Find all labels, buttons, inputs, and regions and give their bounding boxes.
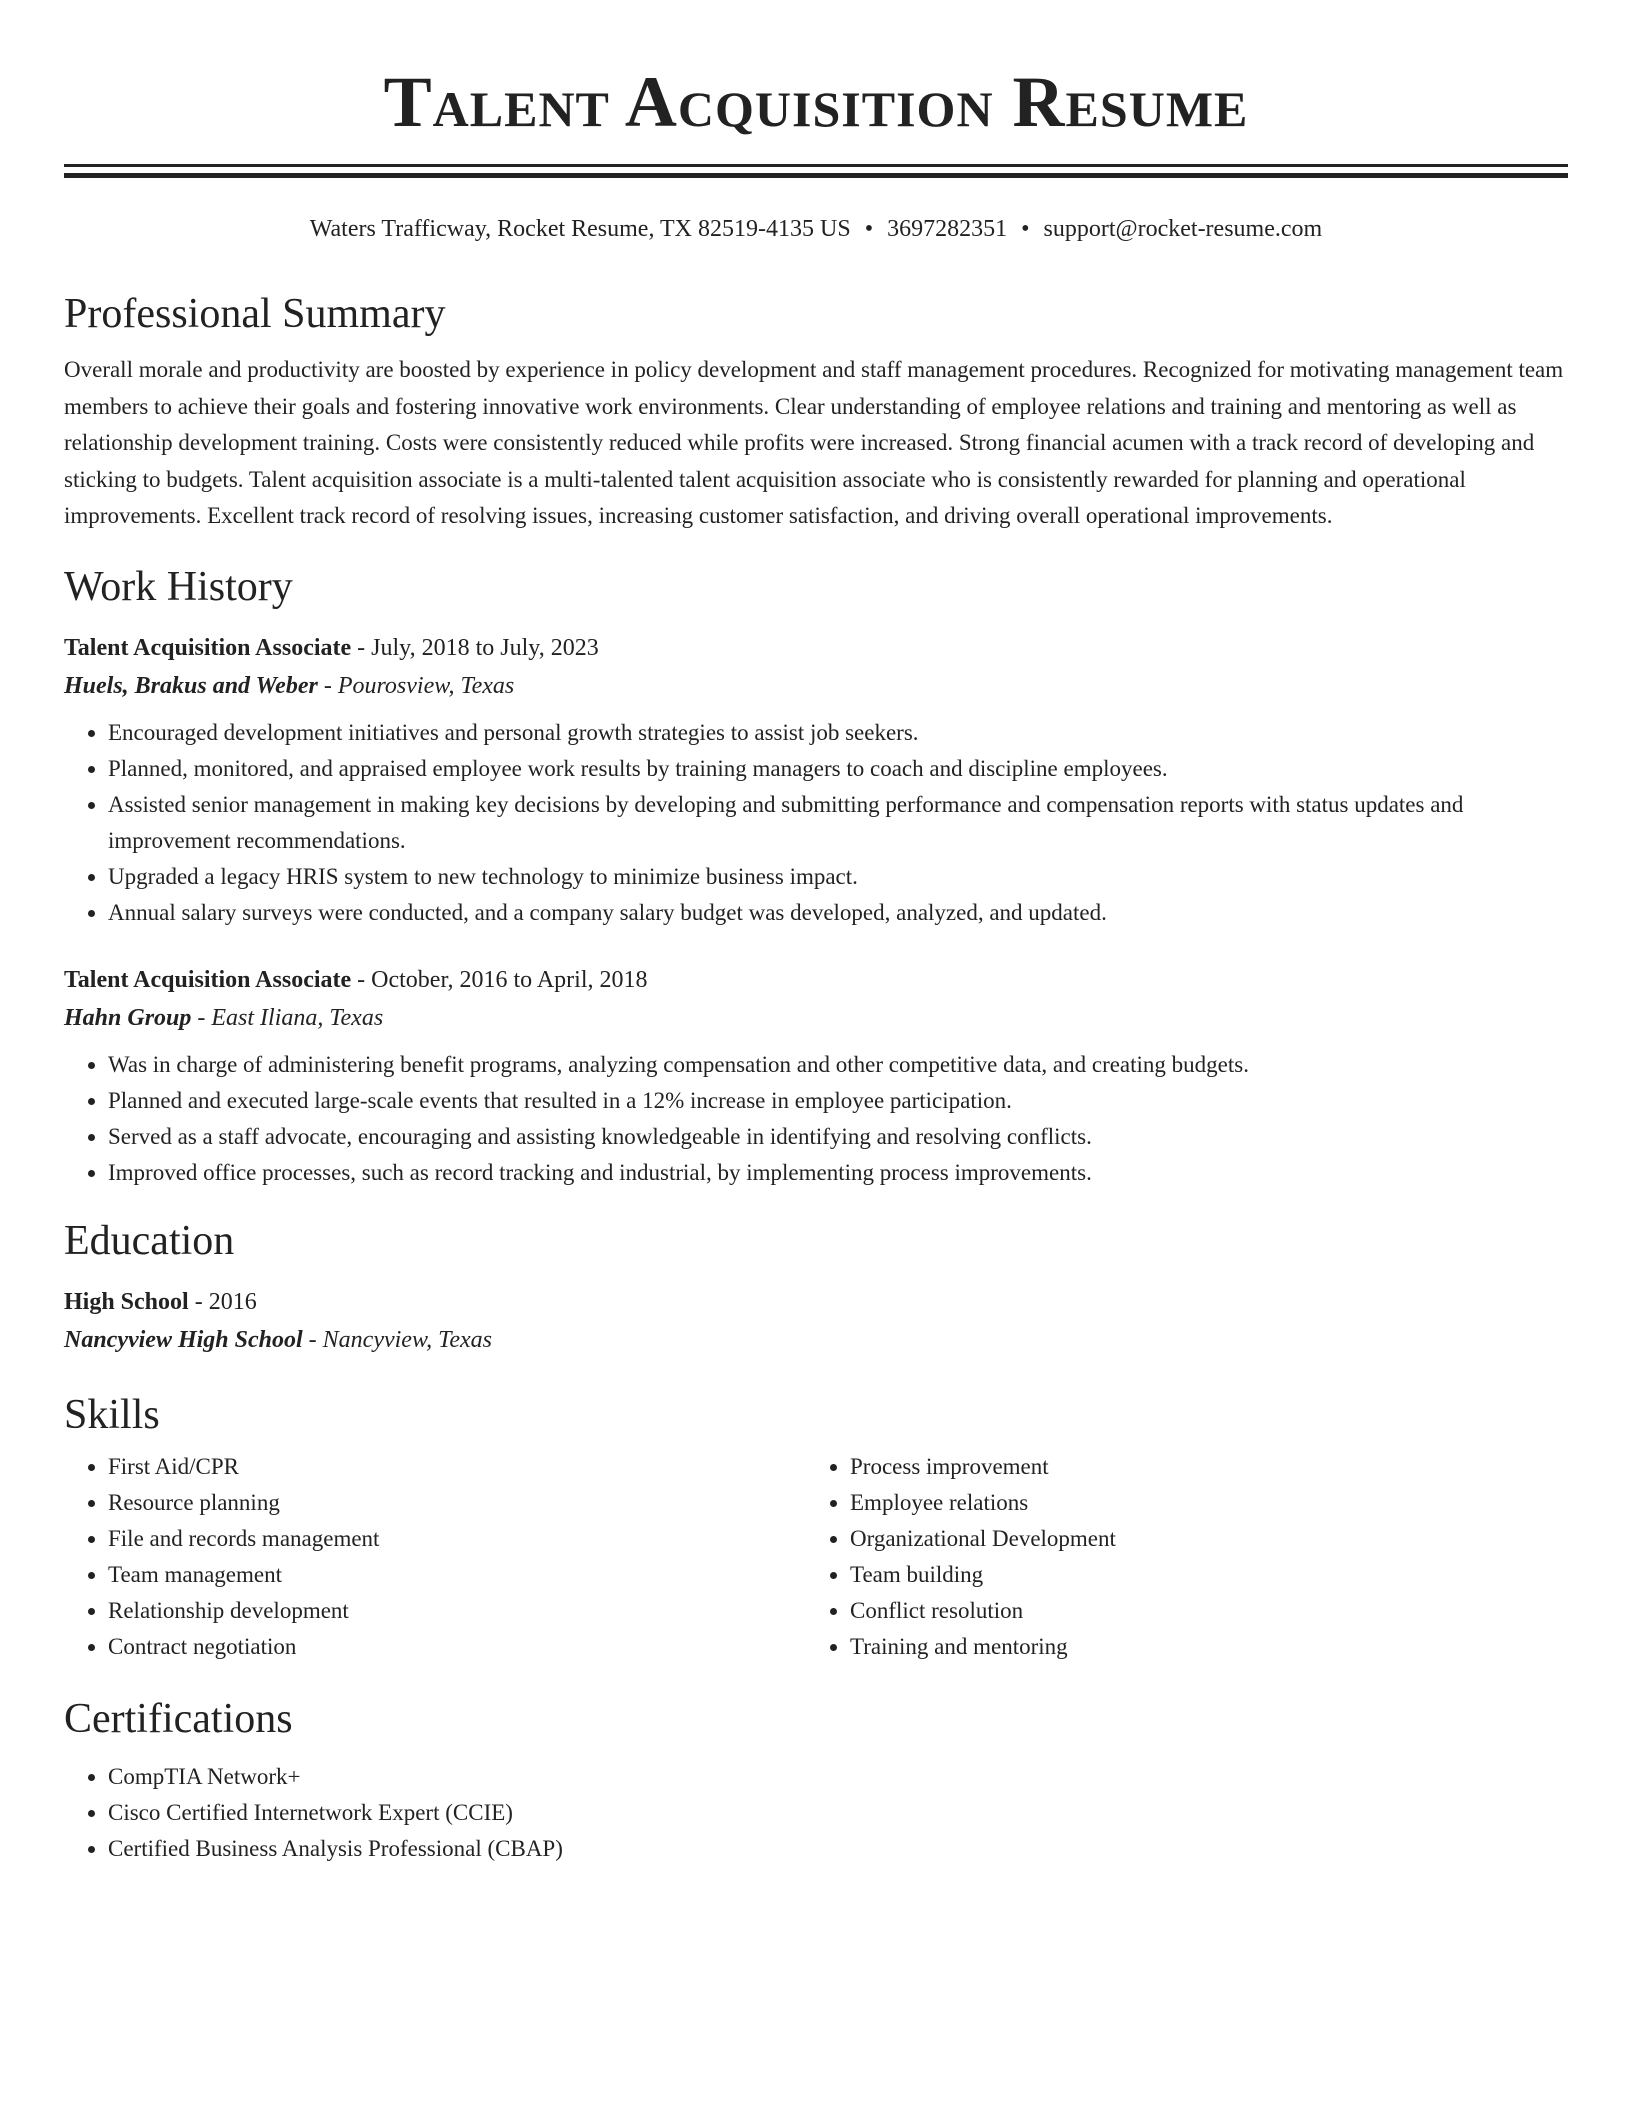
list-item: • Annual salary surveys were conducted, and a company salary budget was developed, analyzed, and updated. [108,895,1568,931]
skill-item: • Training and mentoring [850,1629,1548,1665]
skill-item: • Resource planning [108,1485,806,1521]
contact-phone: 3697282351 [887,216,1008,242]
work-history-heading: Work History [64,563,293,610]
job-title: Talent Acquisition Associate [64,634,352,661]
list-item: • Assisted senior management in making key decisions by developing and submitting performance and compensation reports with status updates and improvement recommendations. [108,787,1568,859]
school-name: Nancyview High School [64,1326,303,1353]
list-item: • Upgraded a legacy HRIS system to new technology to minimize business impact. [108,859,1568,895]
school-location: - Nancyview, Texas [302,1326,492,1353]
company-name: Huels, Brakus and Weber [64,672,318,699]
contact-separator: • [1021,216,1030,242]
list-item: • Improved office processes, such as record tracking and industrial, by implementing process improvements. [108,1155,1568,1191]
company-location: - East Iliana, Texas [191,1004,384,1031]
company-location: - Pourosview, Texas [317,672,515,699]
skill-item: • Team management [108,1557,806,1593]
job-entry [64,629,1568,931]
education-entry [64,1283,1568,1359]
list-item: • Served as a staff advocate, encouraging and assisting knowledgeable in identifying and resolving conflicts. [108,1119,1568,1155]
skill-item: • Organizational Development [850,1521,1548,1557]
skill-item: • Relationship development [108,1593,806,1629]
resume-title: Talent Acquisition Resume [383,62,1249,142]
certification-item: • Cisco Certified Internetwork Expert (CCIE) [108,1795,1568,1831]
education-heading: Education [64,1217,235,1264]
title-rule-bottom [64,173,1568,178]
skill-item: • Employee relations [850,1485,1548,1521]
job-title-line [64,961,1568,999]
company-line [64,999,1568,1037]
skill-item: • Conflict resolution [850,1593,1548,1629]
skill-item: • File and records management [108,1521,806,1557]
company-line [64,667,1568,705]
degree: High School [64,1288,189,1315]
summary-text: Overall morale and productivity are boosted by experience in policy development and staff management procedures. Recognized for motivating management team members to achieve their goals and fostering innovative work environments. Clear understanding of employee relations and training and mentoring as well as relationship development training. Costs were consistently reduced while profits were increased. Strong financial acumen with a track record of developing and sticking to budgets. Talent acquisition associate is a multi-talented talent acquisition associate who is consistently rewarded for planning and operational improvements. Excellent track record of resolving issues, increasing customer satisfaction, and driving overall operational improvements. [64,357,1564,528]
degree-line [64,1283,1568,1321]
job-dates: - October, 2016 to April, 2018 [351,966,648,993]
skill-item: • Team building [850,1557,1548,1593]
skill-item: • Contract negotiation [108,1629,806,1665]
skill-item: • First Aid/CPR [108,1449,806,1485]
skill-item: • Process improvement [850,1449,1548,1485]
certifications-list [64,1759,1568,1867]
job-entry [64,961,1568,1191]
list-item: • Encouraged development initiatives and personal growth strategies to assist job seekers. [108,715,1568,751]
skills-columns [64,1441,1568,1665]
company-name: Hahn Group [64,1004,192,1031]
certifications-heading: Certifications [64,1695,293,1742]
job-bullets [64,715,1568,931]
summary-heading: Professional Summary [64,291,446,337]
graduation-year: - 2016 [188,1288,257,1315]
contact-address: Waters Trafficway, Rocket Resume, TX 82519-4135 US [309,216,851,242]
contact-line [64,214,1568,244]
certification-item: • CompTIA Network+ [108,1759,1568,1795]
job-bullets [64,1047,1568,1191]
job-dates: - July, 2018 to July, 2023 [351,634,599,661]
list-item: • Planned and executed large-scale events that resulted in a 12% increase in employee participation. [108,1083,1568,1119]
title-rule-top [64,164,1568,167]
contact-separator: • [864,216,874,242]
contact-email[interactable]: support@rocket-resume.com [1043,216,1323,242]
job-title: Talent Acquisition Associate [64,966,352,993]
skills-left-column [64,1449,806,1665]
school-line [64,1321,1568,1359]
certification-item: • Certified Business Analysis Professional (CBAP) [108,1831,1568,1867]
list-item: • Planned, monitored, and appraised employee work results by training managers to coach and discipline employees. [108,751,1568,787]
skills-right-column [806,1449,1548,1665]
job-title-line [64,629,1568,667]
list-item: • Was in charge of administering benefit programs, analyzing compensation and other competitive data, and creating budgets. [108,1047,1568,1083]
skills-heading: Skills [64,1391,160,1438]
